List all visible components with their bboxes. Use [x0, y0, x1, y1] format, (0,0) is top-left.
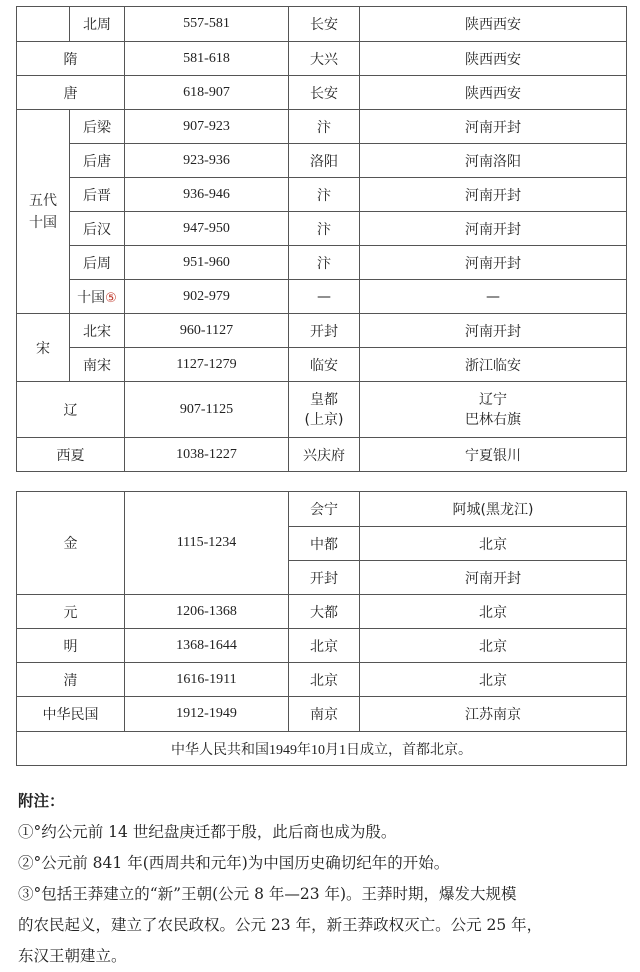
capital-cell: 中都	[289, 527, 360, 561]
years-cell: 907-923	[125, 110, 289, 144]
capital-cell: 北京	[289, 663, 360, 697]
years-cell: 923-936	[125, 144, 289, 178]
dynasty-cell: 后唐	[70, 144, 125, 178]
note-3-line-3: 东汉王朝建立。	[18, 947, 127, 965]
table-row	[17, 663, 627, 697]
table-row	[17, 595, 627, 629]
location-cell: 阿城(黑龙江)	[360, 492, 627, 527]
dynasty-label: 十国	[77, 289, 106, 306]
capital-cell: 长安	[289, 76, 360, 110]
table-row	[17, 492, 627, 527]
table-row	[17, 438, 627, 472]
location-cell: 河南开封	[360, 561, 627, 595]
location-cell	[360, 382, 627, 438]
location-cell: 河南开封	[360, 178, 627, 212]
dynasty-cell: 清	[17, 663, 125, 697]
location-cell: 浙江临安	[360, 348, 627, 382]
location-cell: 北京	[360, 595, 627, 629]
years-cell: 1115-1234	[125, 492, 289, 595]
capital-cell: 开封	[289, 314, 360, 348]
dynasty-table-1	[16, 6, 627, 472]
location-cell: 河南开封	[360, 246, 627, 280]
table-row	[17, 7, 627, 42]
years-cell: 1912-1949	[125, 697, 289, 732]
capital-cell: 临安	[289, 348, 360, 382]
table-row	[17, 314, 627, 348]
group-cell	[17, 7, 70, 42]
location-cell: 北京	[360, 629, 627, 663]
dynasty-cell: 北宋	[70, 314, 125, 348]
location-cell: 河南洛阳	[360, 144, 627, 178]
capital-cell: 汴	[289, 246, 360, 280]
dynasty-cell: 元	[17, 595, 125, 629]
years-cell: 618-907	[125, 76, 289, 110]
capital-cell: 汴	[289, 110, 360, 144]
location-line: 辽宁	[479, 391, 507, 408]
dynasty-cell: 后梁	[70, 110, 125, 144]
dynasty-table-2	[16, 491, 627, 766]
location-cell: 河南开封	[360, 110, 627, 144]
capital-cell: 南京	[289, 697, 360, 732]
table-row	[17, 382, 627, 438]
dynasty-cell: 后晋	[70, 178, 125, 212]
years-cell: 581-618	[125, 42, 289, 76]
years-cell: 902-979	[125, 280, 289, 314]
group-cell-song: 宋	[17, 314, 70, 382]
dynasty-cell: 唐	[17, 76, 125, 110]
dynasty-cell: 隋	[17, 42, 125, 76]
years-cell: 557-581	[125, 7, 289, 42]
notes-section	[18, 786, 628, 972]
location-cell: 陕西西安	[360, 42, 627, 76]
dynasty-cell: 后汉	[70, 212, 125, 246]
dynasty-cell: 金	[17, 492, 125, 595]
years-cell: 951-960	[125, 246, 289, 280]
notes-title: 附注：	[18, 792, 65, 810]
table-footer-note: 中华人民共和国1949年10月1日成立，首都北京。	[17, 732, 627, 766]
location-cell: —	[360, 280, 627, 314]
years-cell: 1368-1644	[125, 629, 289, 663]
note-2: ②°公元前 841 年(西周共和元年)为中国历史确切纪年的开始。	[18, 854, 450, 872]
table-row	[17, 348, 627, 382]
capital-cell	[289, 382, 360, 438]
dynasty-cell: 明	[17, 629, 125, 663]
table-footer-row	[17, 732, 627, 766]
capital-cell: 北京	[289, 629, 360, 663]
table-row	[17, 212, 627, 246]
years-cell: 947-950	[125, 212, 289, 246]
capital-cell: 大都	[289, 595, 360, 629]
dynasty-cell	[70, 280, 125, 314]
group-cell-five-dynasties: 五代十国	[17, 110, 70, 314]
capital-cell: 汴	[289, 212, 360, 246]
location-cell: 江苏南京	[360, 697, 627, 732]
years-cell: 1038-1227	[125, 438, 289, 472]
dynasty-cell: 西夏	[17, 438, 125, 472]
capital-cell: 汴	[289, 178, 360, 212]
capital-cell: 兴庆府	[289, 438, 360, 472]
location-cell: 北京	[360, 663, 627, 697]
capital-cell: 大兴	[289, 42, 360, 76]
location-line: 巴林右旗	[465, 411, 521, 428]
capital-cell: 洛阳	[289, 144, 360, 178]
dynasty-cell: 北周	[70, 7, 125, 42]
location-cell: 河南开封	[360, 212, 627, 246]
note-1: ①°约公元前 14 世纪盘庚迁都于殷，此后商也成为殷。	[18, 823, 397, 841]
dynasty-cell: 中华民国	[17, 697, 125, 732]
years-cell: 1206-1368	[125, 595, 289, 629]
dynasty-cell: 辽	[17, 382, 125, 438]
years-cell: 960-1127	[125, 314, 289, 348]
capital-line: 皇都	[310, 391, 338, 408]
table-row	[17, 76, 627, 110]
table-row	[17, 42, 627, 76]
table-row	[17, 110, 627, 144]
location-cell: 陕西西安	[360, 76, 627, 110]
capital-cell: 会宁	[289, 492, 360, 527]
table-row	[17, 144, 627, 178]
note-3-line-1: ③°包括王莽建立的“新”王朝(公元 8 年—23 年)。王莽时期，爆发大规模	[18, 885, 517, 903]
location-cell: 陕西西安	[360, 7, 627, 42]
years-cell: 1616-1911	[125, 663, 289, 697]
capital-line: (上京)	[304, 411, 344, 428]
location-cell: 河南开封	[360, 314, 627, 348]
location-cell: 宁夏银川	[360, 438, 627, 472]
table-row	[17, 246, 627, 280]
note-3-line-2: 的农民起义，建立了农民政权。公元 23 年，新王莽政权灭亡。公元 25 年，	[18, 916, 543, 934]
capital-cell: 长安	[289, 7, 360, 42]
capital-cell: 开封	[289, 561, 360, 595]
table-row	[17, 629, 627, 663]
capital-cell: —	[289, 280, 360, 314]
table-row	[17, 178, 627, 212]
years-cell: 907-1125	[125, 382, 289, 438]
location-cell: 北京	[360, 527, 627, 561]
table-row	[17, 280, 627, 314]
footnote-marker: ⑤	[105, 290, 117, 306]
years-cell: 1127-1279	[125, 348, 289, 382]
years-cell: 936-946	[125, 178, 289, 212]
dynasty-cell: 南宋	[70, 348, 125, 382]
dynasty-cell: 后周	[70, 246, 125, 280]
table-row	[17, 697, 627, 732]
